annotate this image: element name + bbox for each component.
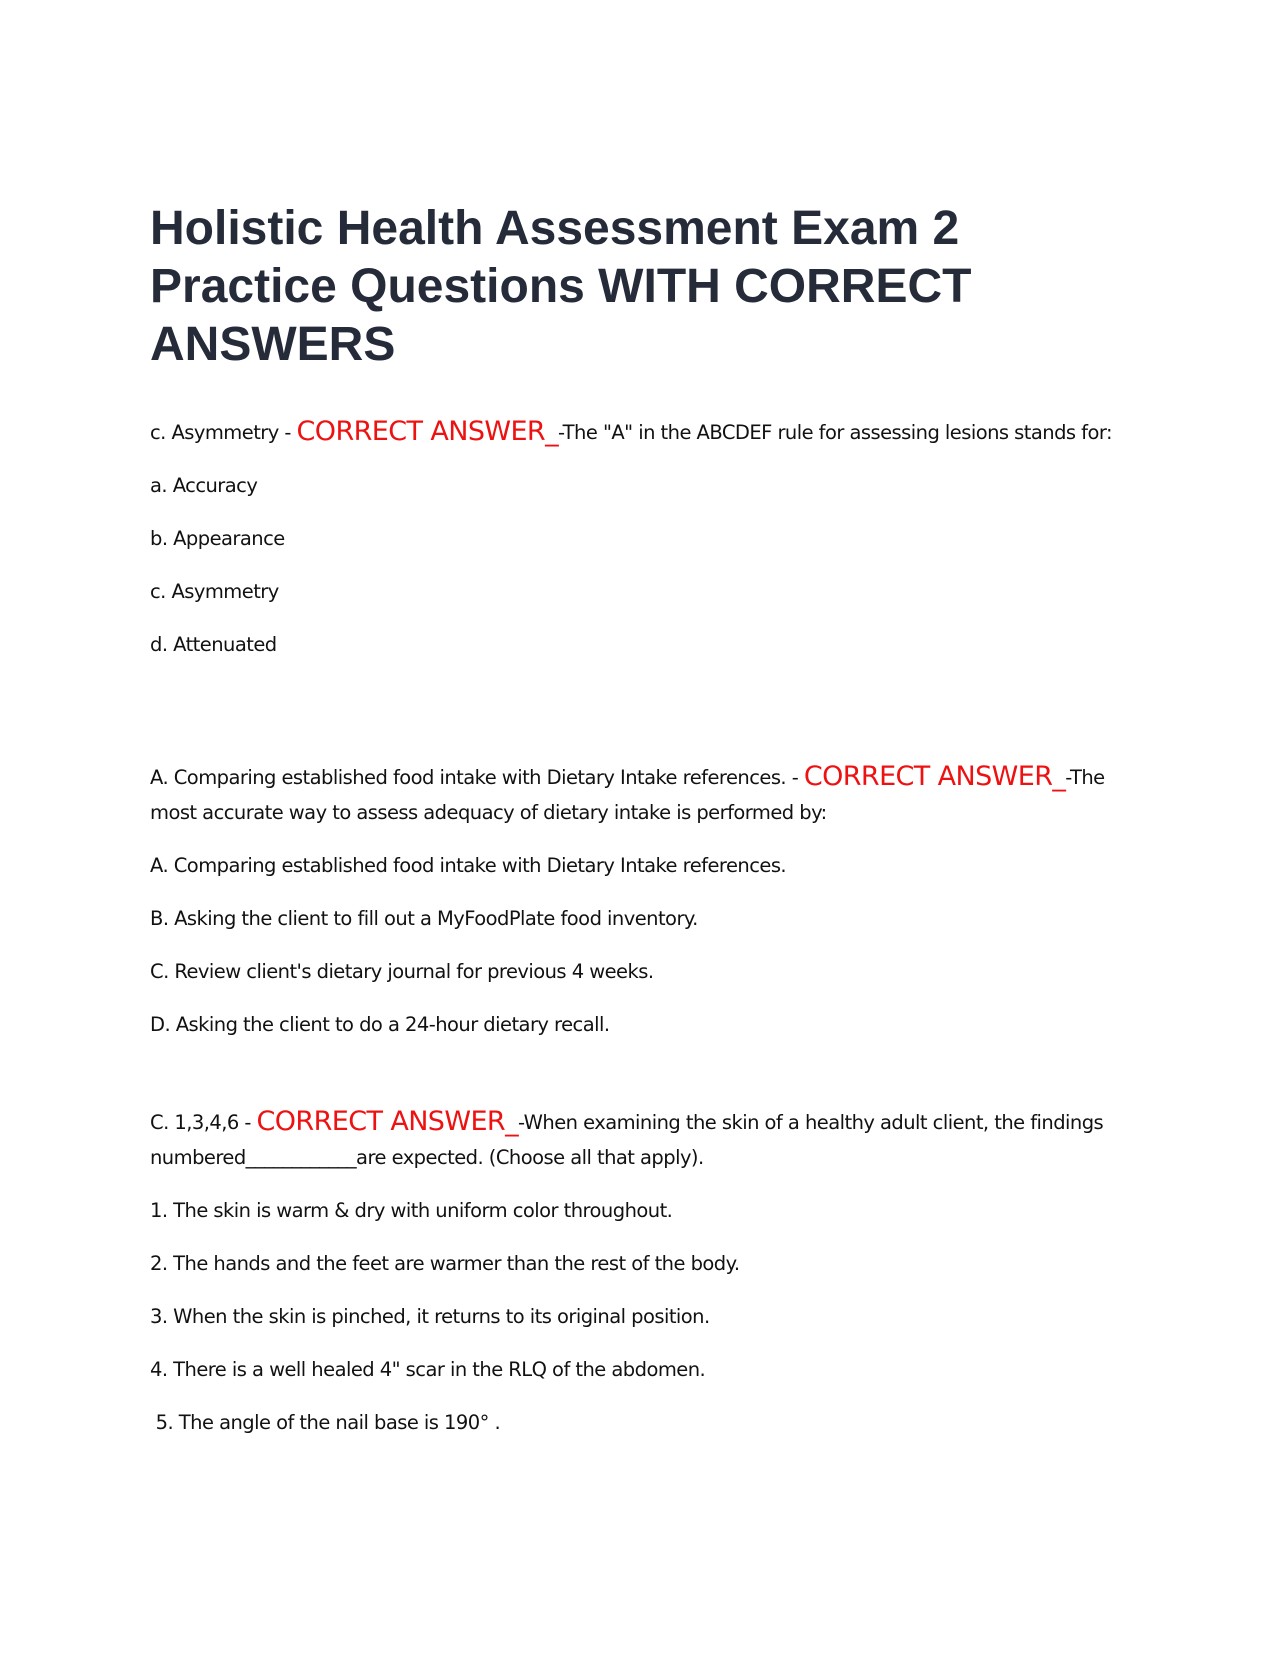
option-item: B. Asking the client to fill out a MyFoodPlate food inventory.	[150, 907, 698, 930]
option-item: b. Appearance	[150, 527, 285, 550]
question-text: -When examining the skin of a healthy adult client, the findings numbered____________are expected. (Choose all that apply).	[150, 1111, 1104, 1169]
option-item: 4. There is a well healed 4" scar in the RLQ of the abdomen.	[150, 1358, 706, 1381]
question-heading	[150, 759, 1140, 830]
option-item: a. Accuracy	[150, 474, 258, 497]
question-text: -The most accurate way to assess adequacy of dietary intake is performed by:	[150, 766, 1105, 824]
question-block-3	[150, 1104, 1140, 1440]
question-block-1	[150, 414, 1140, 662]
option-item: 2. The hands and the feet are warmer than the rest of the body.	[150, 1252, 740, 1275]
option-item: c. Asymmetry	[150, 580, 279, 603]
option-item: 3. When the skin is pinched, it returns to its original position.	[150, 1305, 710, 1328]
question-text: -The "A" in the ABCDEF rule for assessing lesions stands for:	[557, 421, 1113, 444]
correct-answer-label: CORRECT ANSWER_	[256, 1106, 518, 1137]
option-item: C. Review client's dietary journal for previous 4 weeks.	[150, 960, 654, 983]
option-item: 5. The angle of the nail base is 190° .	[150, 1411, 501, 1434]
question-heading	[150, 414, 1140, 450]
answer-prefix: A. Comparing established food intake with Dietary Intake references. -	[150, 766, 804, 789]
answer-prefix: c. Asymmetry -	[150, 421, 297, 444]
option-item: A. Comparing established food intake with Dietary Intake references.	[150, 854, 787, 877]
option-item: D. Asking the client to do a 24-hour dietary recall.	[150, 1013, 610, 1036]
option-item: d. Attenuated	[150, 633, 277, 656]
question-heading	[150, 1104, 1140, 1175]
answer-prefix: C. 1,3,4,6 -	[150, 1111, 257, 1134]
document-title: Holistic Health Assessment Exam 2 Practice Questions WITH CORRECT ANSWERS	[150, 202, 972, 371]
correct-answer-label: CORRECT ANSWER_	[296, 416, 558, 447]
question-block-2	[150, 759, 1140, 1042]
correct-answer-label: CORRECT ANSWER_	[803, 761, 1066, 792]
option-item: 1. The skin is warm & dry with uniform color throughout.	[150, 1199, 673, 1222]
